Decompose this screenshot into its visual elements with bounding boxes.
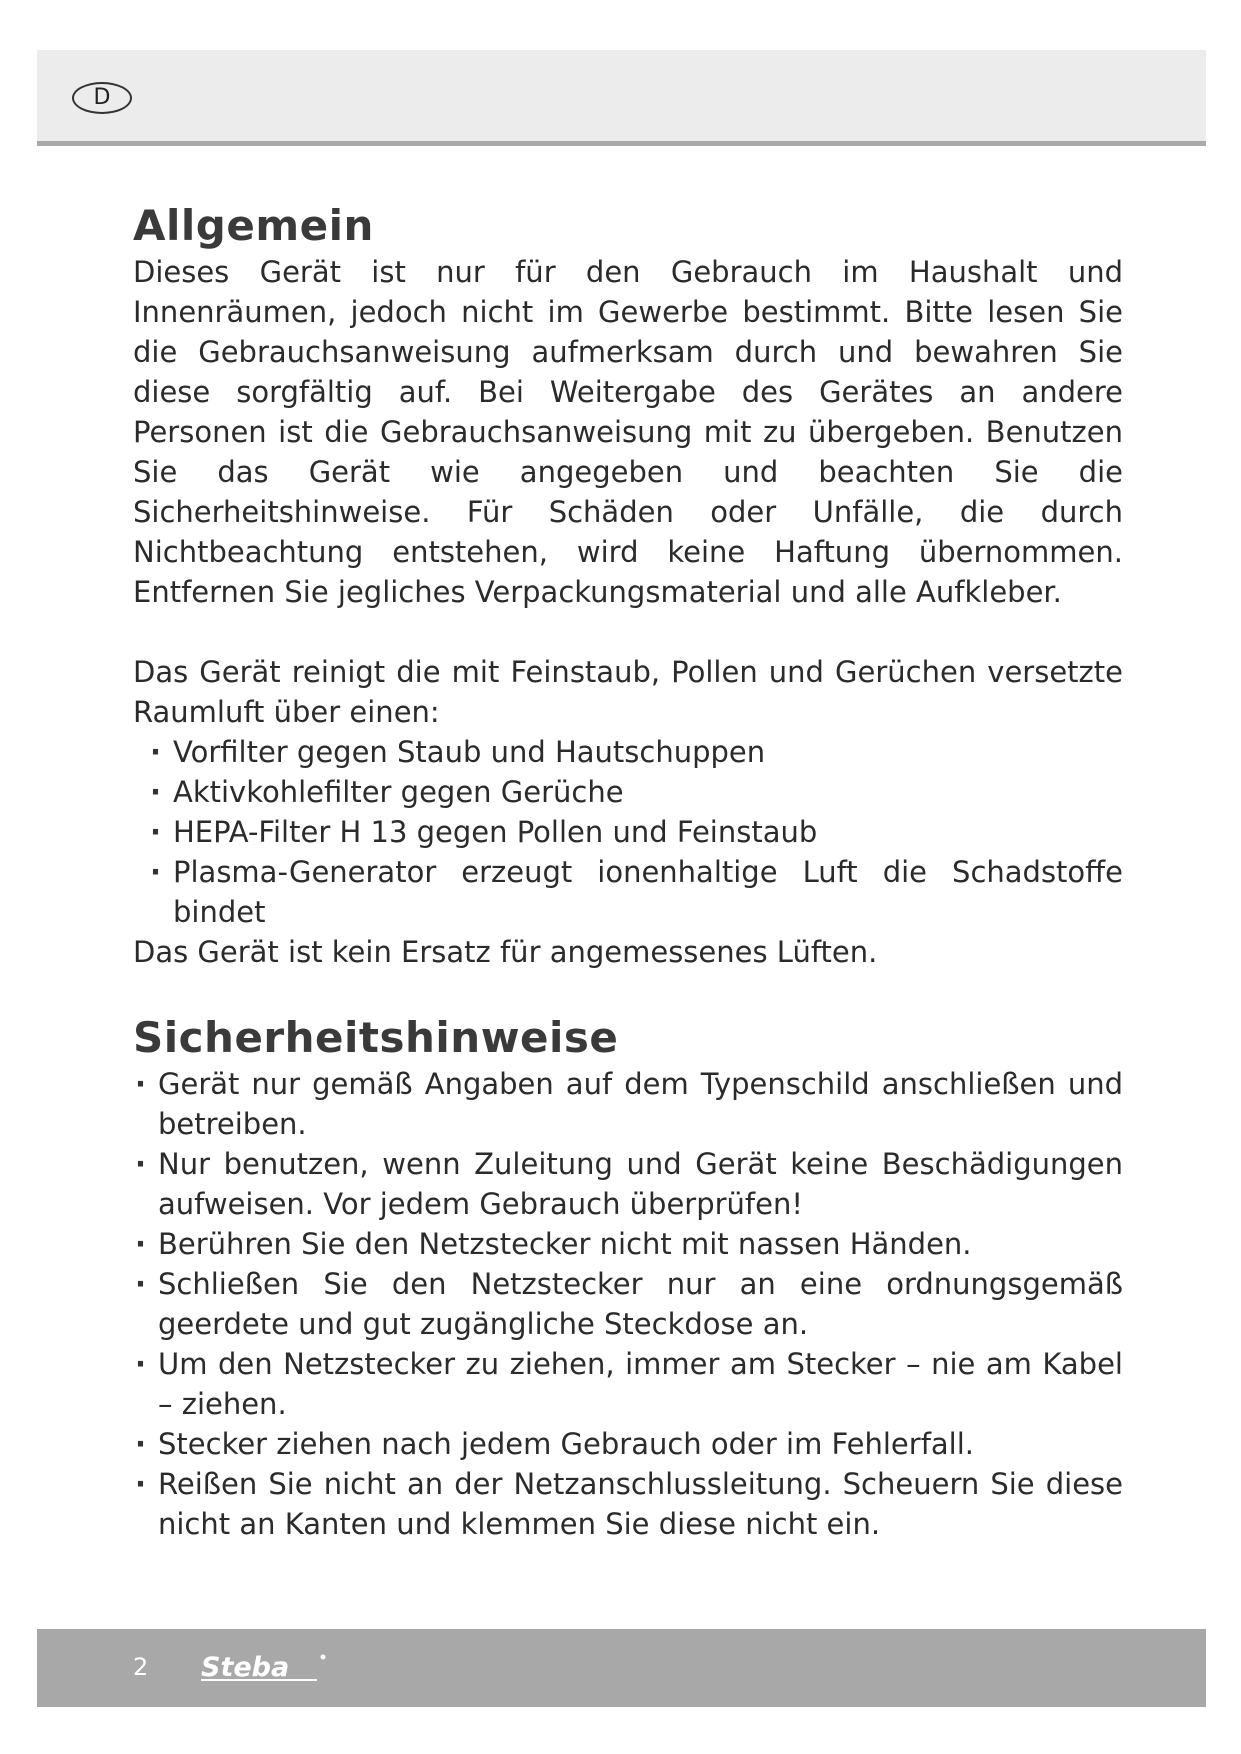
list-item: · Schließen Sie den Netzstecker nur an eine ordnungsgemäß geerdete und gut zugängliche Steckdose an. (133, 1264, 1123, 1344)
page-content (133, 200, 1123, 1544)
list-item: · Aktivkohlefilter gegen Gerüche (148, 772, 1123, 812)
list-item: · Plasma-Generator erzeugt ionenhaltige Luft die Schadstoffe bindet (148, 852, 1123, 932)
device-description-paragraph: Das Gerät reinigt die mit Feinstaub, Pollen und Gerüchen versetzte Raumluft über einen: (133, 655, 1123, 729)
list-item: · Reißen Sie nicht an der Netzanschlussleitung. Scheuern Sie diese nicht an Kanten und klemmen Sie diese nicht ein. (133, 1464, 1123, 1544)
section-title-general: Allgemein (133, 201, 374, 250)
steba-logo-icon (197, 1647, 347, 1687)
page-header (37, 50, 1206, 146)
spacer (133, 612, 1123, 652)
list-item: · Stecker ziehen nach jedem Gebrauch oder im Fehlerfall. (133, 1424, 1123, 1464)
page-number: 2 (133, 1653, 149, 1681)
page-footer (37, 1629, 1206, 1707)
spacer (133, 972, 1123, 1012)
language-badge: D (72, 82, 132, 114)
general-intro-paragraph: Dieses Gerät ist nur für den Gebrauch im Haushalt und Innenräumen, jedoch nicht im Gewerbe bestimmt. Bitte lesen Sie die Gebrauchsanweisung aufmerksam durch und bewahren Sie diese sorgfältig auf. Bei Weitergabe des Gerätes an andere Personen ist die Gebrauchsanweisung mit zu übergeben. Benutzen Sie das Gerät wie angegeben und beachten Sie die Sicherheitshinweise. Für Schäden oder Unfälle, die durch Nichtbeachtung entstehen, wird keine Haftung übernommen. Entfernen Sie jegliches Verpackungsmaterial und alle Aufkleber. (133, 255, 1123, 609)
list-item: · Gerät nur gemäß Angaben auf dem Typenschild anschließen und betreiben. (133, 1064, 1123, 1144)
list-item: · Berühren Sie den Netzstecker nicht mit nassen Händen. (133, 1224, 1123, 1264)
list-item: · Vorfilter gegen Staub und Hautschuppen (148, 732, 1123, 772)
safety-list (133, 1064, 1123, 1544)
filter-list (133, 732, 1123, 932)
list-item: · Nur benutzen, wenn Zuleitung und Gerät keine Beschädigungen aufweisen. Vor jedem Gebrauch überprüfen! (133, 1144, 1123, 1224)
svg-text:Steba: Steba (201, 1652, 290, 1683)
section-title-safety: Sicherheitshinweise (133, 1013, 619, 1062)
list-item: · HEPA-Filter H 13 gegen Pollen und Feinstaub (148, 812, 1123, 852)
ventilation-note: Das Gerät ist kein Ersatz für angemessenes Lüften. (133, 935, 878, 969)
list-item: · Um den Netzstecker zu ziehen, immer am Stecker – nie am Kabel – ziehen. (133, 1344, 1123, 1424)
